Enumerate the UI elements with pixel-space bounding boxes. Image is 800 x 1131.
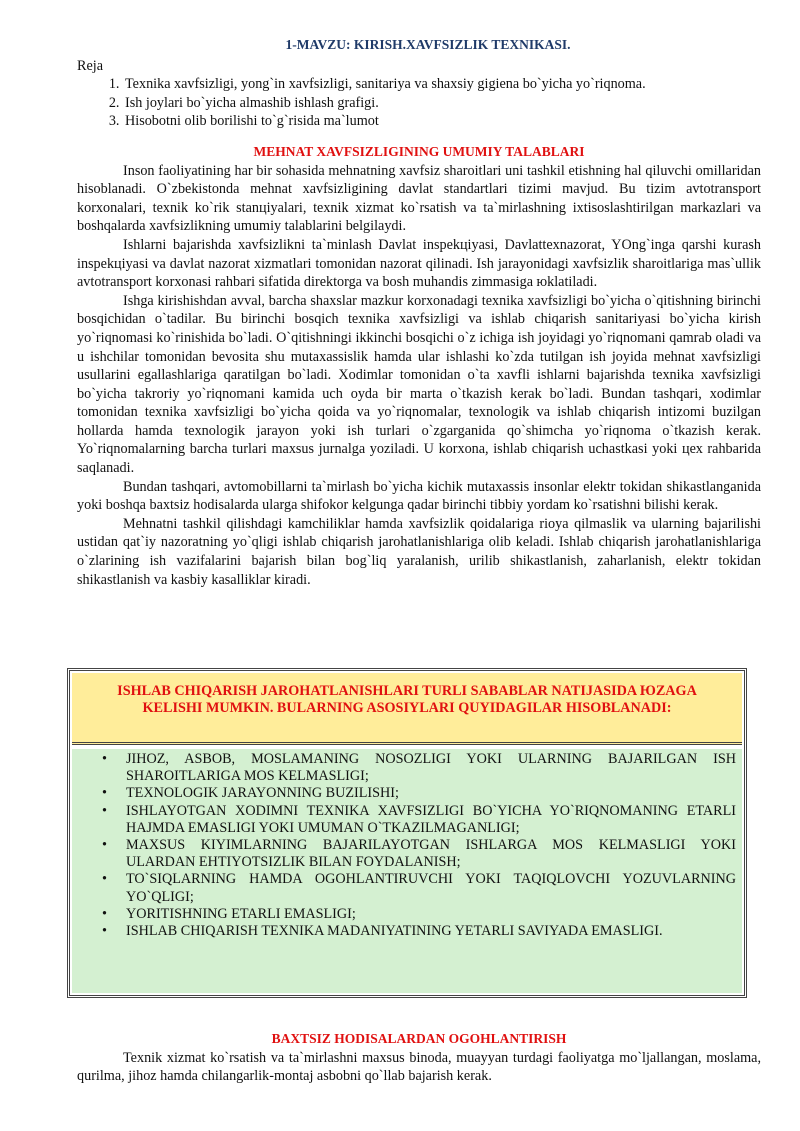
- paragraph: Ishga kirishishdan avval, barcha shaxslar mazkur korxonadagi texnika xavfsizligi bo`yicha o`qitishning birinchi bosqichidan o`tadilar. Bu birinchi bosqich texnika xavfsizligi va ishlab chiqarish sanitariyasi bo`yicha kirish yo`riqnomasi ko`rinishida bo`ladi. O`qitishningi ikkinchi bosqichi o`z ichiga ish joyidagi yo`riqnomani qamrab oladi va u ishchilar tomonidan bevosita shu mutaxassislik hamda ular ishlashi ko`zda tutilgan ish joyida mehnat xavfsizligi usullarini egallashlariga qaratilgan bo`ladi. Xodimlar tomonidan o`ta xavfli ishlarni bajarishda texnika xavfsizligi bo`yicha takroriy yo`riqnomani kamida uch oyda bir marta o`tkazish kerak bo`ladi. Bundan tashqari, xodimlar tomonidan texnika xavfsizligi bo`yicha qoida va yo`riqnomalar, texnologik va ishlab chiqarish intizomi buzilgan hollarda hamda texnologik jarayon yoki ish turlari o`zgarganida qo`shimcha yo`riqnoma o`tkazish kerak. Yo`riqnomalarning barcha turlari maxsus jurnalga yoziladi. U korxona, ishlab chiqarish uchastkasi yoki цех rahbarida saqlanadi.: [77, 292, 761, 477]
- paragraph: Inson faoliyatining har bir sohasida mehnatning xavfsiz sharoitlari uni tashkil etishning hal qiluvchi omillaridan hisoblanadi. O`zbekistonda mehnat xavfsizligining davlat standartlari tizimi mavjud. Bu tizim avtotransport korxonalari, texnik ko`rik stanцiyalari, texnik xizmat ko`rsatish va ta`mirlashning ixtisoslashtirilgan markazlari va boshqalarda xavfsizlikning umumiy talablarini belgilaydi.: [77, 162, 761, 235]
- list-item: [102, 905, 736, 923]
- paragraph: Texnik xizmat ko`rsatish va ta`mirlashni maxsus binoda, muayyan turdagi faoliyatga mo`ljallangan, moslama, qurilma, jihoz hamda chilangarlik-montaj asbobni qo`llab bajarish kerak.: [77, 1049, 761, 1085]
- paragraph: Mehnatni tashkil qilishdagi kamchiliklar hamda xavfsizlik qoidalariga rioya qilmaslik va ularning bajarilishi ustidan qat`iy nazoratning yo`qligi ishlab chiqarish jarohatlanishlariga olib keladi. Ishlab chiqarish jarohatlanishlariga o`zlarining ish vazifalarini bajarish bilan bog`liq yaralanish, urilib shikastlanish, zaharlanish, elektr tokidan shikastlanish va kasbiy kasalliklar kiradi.: [77, 515, 761, 588]
- list-item-text: JIHOZ, ASBOB, MOSLAMANING NOSOZLIGI YOKI ULARNING BAJARILGAN ISH SHAROITLARIGA MOS KELMASLIGI;: [126, 751, 736, 785]
- list-item-text: ISHLAYOTGAN XODIMNI TEXNIKA XAVFSIZLIGI BO`YICHA YO`RIQNOMANING ETARLI HAJMDA EMASLIGI YOKI UMUMAN O`TKAZILMAGANLIGI;: [126, 802, 736, 836]
- list-item: [102, 751, 736, 785]
- causes-list: [72, 751, 736, 940]
- injury-causes-panel: [67, 668, 747, 998]
- accident-prevention-section: [77, 1030, 761, 1086]
- list-item-text: ISHLAB CHIQARISH TEXNIKA MADANIYATINING YETARLI SAVIYADA EMASLIGI.: [126, 923, 663, 940]
- bullet-icon: •: [102, 785, 107, 802]
- list-item: [102, 871, 736, 905]
- plan-label: Reja: [77, 57, 103, 74]
- list-item-text: YORITISHNING ETARLI EMASLIGI;: [126, 905, 356, 922]
- panel-heading: ISHLAB CHIQARISH JAROHATLANISHLARI TURLI SABABLAR NATIJASIDA ЮZAGA KELISHI MUMKIN. BULARNING ASOSIYLARI QUYIDAGILAR HISOBLANADI:: [72, 673, 742, 745]
- section-heading-accident-prevention: BAXTSIZ HODISALARDAN OGOHLANTIRISH: [271, 1031, 567, 1046]
- list-item-text: MAXSUS KIYIMLARNING BAJARILAYOTGAN ISHLARGA MOS KELMASLIGI YOKI ULARDAN EHTIYOTSIZLIK BILAN FOYDALANISH;: [126, 837, 736, 871]
- list-item-text: TO`SIQLARNING HAMDA OGOHLANTIRUVCHI YOKI TAQIQLOVCHI YOZUVLARNING YO`QLIGI;: [126, 871, 736, 905]
- plan-list: [77, 75, 761, 131]
- document-title: 1-MAVZU: KIRISH.XAVFSIZLIK TEXNIKASI.: [285, 37, 571, 52]
- plan-item: 3. Hisobotni olib borilishi to`g`risida ma`lumot: [123, 112, 761, 131]
- bullet-icon: •: [102, 871, 107, 888]
- section-heading-general-requirements: MEHNAT XAVFSIZLIGINING UMUMIY TALABLARI: [253, 143, 585, 159]
- list-item: [102, 923, 736, 940]
- list-item-text: TEXNOLOGIK JARAYONNING BUZILISHI;: [126, 785, 399, 802]
- bullet-icon: •: [102, 751, 107, 767]
- plan-item: 2. Ish joylari bo`yicha almashib ishlash grafigi.: [123, 94, 761, 113]
- plan-item: 1. Texnika xavfsizligi, yong`in xavfsizligi, sanitariya va shaxsiy gigiena bo`yicha yo`riqnoma.: [123, 75, 761, 94]
- bullet-icon: •: [102, 837, 107, 854]
- document-page: [77, 36, 761, 589]
- panel-body: [72, 749, 742, 993]
- bullet-icon: •: [102, 802, 107, 819]
- list-item: [102, 837, 736, 871]
- paragraph: Ishlarni bajarishda xavfsizlikni ta`minlash Davlat inspekцiyasi, Davlattexnazorat, YOng`inga qarshi kurash inspekцiyasi va davlat nazorat xizmatlari tomonidan nazorat qilinadi. Ish jarayonidagi xavfsizlik sharoitlariga mas`ullik avtotransport korxonasi rahbari sifatida direktorga va bosh muhandis zimmasiga юklatiladi.: [77, 236, 761, 291]
- paragraph: Bundan tashqari, avtomobillarni ta`mirlash bo`yicha kichik mutaxassis insonlar elektr tokidan shikastlanganida yoki boshqa baxtsiz hodisalarda ularga shifokor kelgunga qadar birinchi tibbiy yordam ko`rsatishni bilishi kerak.: [77, 478, 761, 514]
- list-item: [102, 785, 736, 802]
- bullet-icon: •: [102, 905, 107, 922]
- bullet-icon: •: [102, 923, 107, 940]
- list-item: [102, 802, 736, 837]
